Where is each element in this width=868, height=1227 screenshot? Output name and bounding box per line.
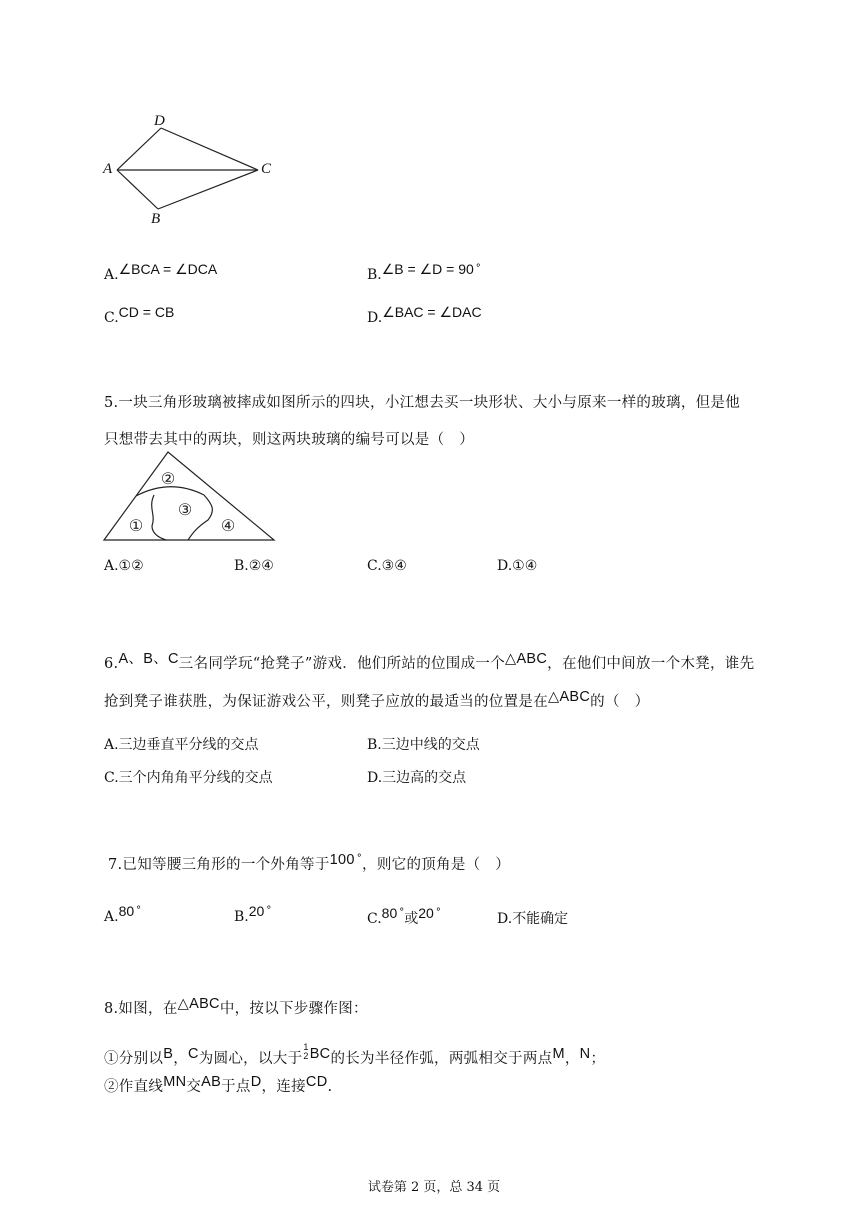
page-footer: 试卷第 2 页，总 34 页 (367, 1180, 501, 1195)
option-conjunction: 或 (404, 911, 419, 927)
fraction-denominator: 2 (303, 1051, 309, 1061)
q5-option-d[interactable]: D.①④ (497, 558, 538, 574)
segment-ab: AB (201, 1074, 222, 1090)
q8-text-line1 (104, 997, 368, 1018)
q8-text-part: ①分别以 (104, 1051, 164, 1067)
q7-option-c[interactable] (367, 905, 441, 928)
degree-sign: ° (399, 907, 405, 918)
q5-text-line2: 只想带去其中的两块，则这两块玻璃的编号可以是（ ） (104, 432, 474, 448)
q6-text-part: 的（ ） (590, 694, 650, 710)
q8-text-part: 的长为半径作弧，两弧相交于两点 (330, 1051, 553, 1067)
point-b: B (163, 1046, 174, 1062)
q5-text-line1: 5.一块三角形玻璃被摔成如图所示的四块，小江想去买一块形状、大小与原来一样的玻璃，但是他 (104, 395, 741, 411)
option-prefix: C. (104, 310, 119, 326)
option-value: 80 (118, 903, 135, 919)
q6-text-part: ，在他们中间放一个木凳，谁先 (547, 656, 755, 672)
q6-students: A、B、C (118, 651, 179, 667)
piece-2-label: ② (160, 469, 176, 488)
crack-top (136, 487, 204, 496)
q8-text-part: ，连接 (261, 1079, 306, 1095)
option-value: 20 (248, 903, 265, 919)
side-ad (117, 128, 161, 170)
label-a: A (103, 161, 113, 177)
option-value: 20 (418, 905, 434, 921)
q4-option-d[interactable] (367, 304, 482, 326)
degree-sign: ° (266, 905, 272, 916)
label-d: D (154, 113, 165, 129)
q7-option-d[interactable] (497, 908, 568, 928)
q6-triangle-abc: △ABC (548, 689, 591, 705)
q6-text-line2 (104, 690, 649, 711)
option-expr: ∠BCA = ∠DCA (118, 261, 218, 277)
option-prefix: D. (497, 911, 513, 927)
q7-option-b[interactable] (234, 903, 272, 925)
piece-1-label: ① (128, 516, 144, 535)
label-b: B (151, 211, 161, 227)
crack-left (152, 495, 166, 540)
q7-text-part: 7.已知等腰三角形的一个外角等于 (108, 857, 330, 873)
point-d: D (250, 1074, 262, 1090)
q8-text-part: . (327, 1079, 333, 1095)
degree-sign: ° (435, 907, 441, 918)
q7-angle-value: 100 (329, 852, 355, 868)
option-expr: ∠BAC = ∠DAC (382, 304, 482, 320)
q4-option-a[interactable] (104, 261, 218, 283)
option-prefix: B. (367, 267, 382, 283)
q7-option-a[interactable] (104, 903, 142, 925)
option-expr: CD = CB (118, 304, 175, 320)
q6-text-part: 抢到凳子谁获胜，为保证游戏公平，则凳子应放的最适当的位置是在 (104, 694, 548, 710)
option-prefix: D. (367, 310, 383, 326)
piece-3-label: ③ (177, 500, 193, 519)
q8-text-part: ②作直线 (104, 1079, 164, 1095)
option-expr: ∠B = ∠D = 90 (381, 261, 474, 277)
option-value: 80 (381, 905, 398, 921)
option-text: 不能确定 (512, 911, 569, 927)
quadrilateral-figure (95, 108, 285, 233)
q6-option-d[interactable]: D.三边高的交点 (367, 770, 467, 786)
q8-triangle-abc: △ABC (177, 996, 220, 1012)
q8-text-part: 8.如图，在 (104, 1001, 178, 1017)
side-ab (117, 170, 158, 209)
point-n: N (579, 1046, 591, 1062)
option-prefix: C. (367, 911, 382, 927)
line-mn: MN (163, 1074, 187, 1090)
fraction-numerator: 1 (303, 1042, 309, 1052)
degree-sign: ° (475, 263, 481, 274)
degree-sign: ° (356, 853, 363, 864)
option-prefix: A. (104, 267, 119, 283)
q8-step2 (104, 1075, 332, 1096)
q4-option-c[interactable] (104, 304, 175, 326)
segment-cd: CD (305, 1074, 328, 1090)
q6-option-c[interactable]: C.三个内角角平分线的交点 (104, 770, 273, 786)
piece-4-label: ④ (220, 516, 236, 535)
q8-separator: ， (173, 1051, 188, 1067)
q6-text-part: 三名同学玩“抢凳子”游戏．他们所站的位围成一个 (178, 656, 505, 672)
side-dc (161, 128, 258, 170)
q5-option-c[interactable]: C.③④ (367, 558, 407, 574)
q6-number: 6. (104, 656, 119, 672)
degree-sign: ° (136, 905, 142, 916)
q5-option-b[interactable]: B.②④ (234, 558, 274, 574)
option-prefix: A. (104, 909, 119, 925)
point-c: C (188, 1046, 199, 1062)
q7-text-part: ，则它的顶角是（ ） (362, 857, 511, 873)
q8-text-part: 为圆心，以大于 (198, 1051, 303, 1067)
q8-step1 (104, 1043, 605, 1068)
q6-text-line1 (104, 652, 754, 673)
q6-option-a[interactable]: A.三边垂直平分线的交点 (104, 737, 259, 753)
option-prefix: B. (234, 909, 249, 925)
fraction-half (303, 1043, 308, 1061)
q8-text-part: ； (590, 1051, 606, 1067)
q8-text-part: 中，按以下步骤作图： (219, 1001, 368, 1017)
q8-separator: ， (564, 1051, 580, 1067)
q7-text (108, 853, 510, 874)
q4-option-b[interactable] (367, 261, 481, 283)
q8-text-part: 交 (186, 1079, 202, 1095)
broken-glass-triangle-figure (100, 448, 280, 545)
label-c: C (261, 161, 272, 177)
q6-option-b[interactable]: B.三边中线的交点 (367, 737, 480, 753)
side-bc (158, 170, 258, 209)
q5-option-a[interactable]: A.①② (104, 558, 144, 574)
segment-bc: BC (309, 1046, 331, 1062)
q6-triangle-abc: △ABC (505, 651, 548, 667)
q8-text-part: 于点 (221, 1079, 251, 1095)
point-m: M (552, 1046, 565, 1062)
